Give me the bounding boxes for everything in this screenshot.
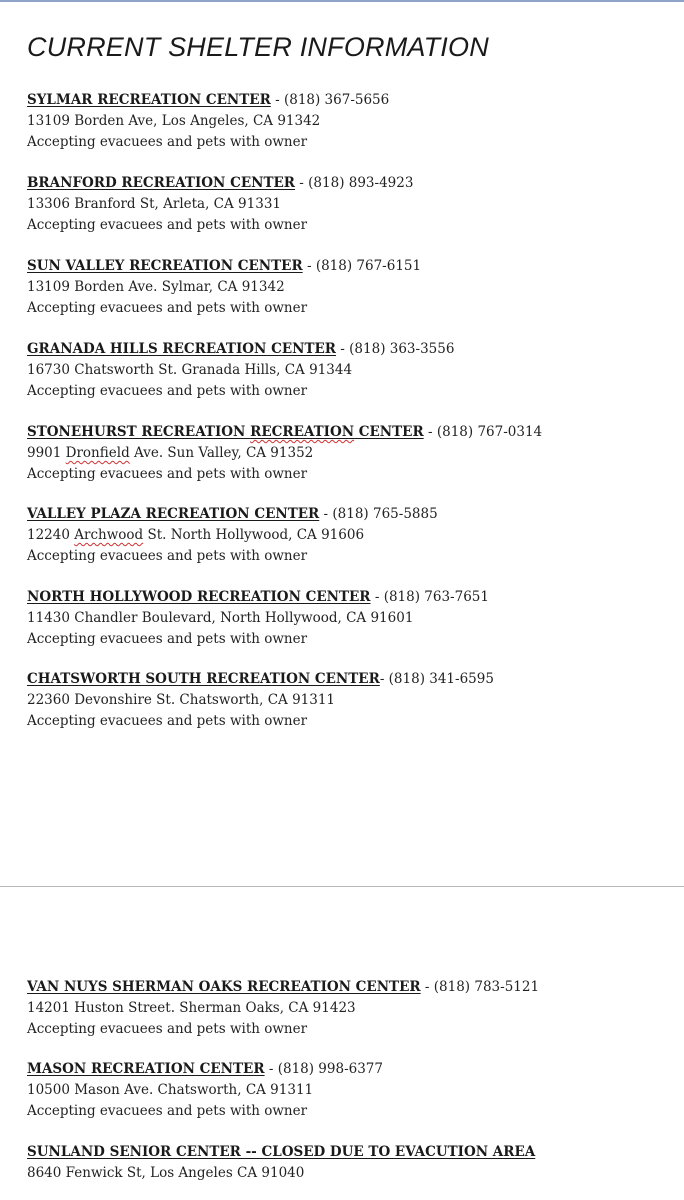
shelter-phone: - (818) 363-3556 (336, 341, 455, 357)
shelter-header (27, 173, 667, 194)
shelter-status: Accepting evacuees and pets with owner (27, 466, 308, 482)
shelter-status: Accepting evacuees and pets with owner (27, 631, 308, 647)
shelter-header (27, 339, 667, 360)
shelter-header (27, 422, 667, 443)
shelter-header (27, 1142, 667, 1163)
shelter-name: BRANFORD RECREATION CENTER (27, 175, 296, 191)
shelter-status: Accepting evacuees and pets with owner (27, 217, 308, 233)
shelter-entry (27, 587, 667, 650)
shelter-entry (27, 173, 667, 236)
spellcheck-flagged-word: Archwood (74, 527, 144, 543)
shelter-phone: - (818) 893-4923 (295, 175, 414, 191)
shelter-entry (27, 90, 667, 153)
shelter-header (27, 587, 667, 608)
page-break-divider (0, 886, 684, 887)
shelter-status: Accepting evacuees and pets with owner (27, 1103, 308, 1119)
shelter-name: GRANADA HILLS RECREATION CENTER (27, 341, 337, 357)
shelter-entry (27, 504, 667, 567)
shelter-address: 10500 Mason Ave. Chatsworth, CA 91311 (27, 1082, 314, 1098)
shelter-phone: - (818) 341-6595 (379, 671, 494, 687)
shelter-phone: - (818) 767-0314 (423, 424, 543, 440)
shelter-name: VAN NUYS SHERMAN OAKS RECREATION CENTER (27, 979, 421, 995)
shelter-entry (27, 339, 667, 402)
shelter-phone: - (818) 367-5656 (270, 92, 390, 108)
shelter-status: Accepting evacuees and pets with owner (27, 548, 308, 564)
shelter-phone: - (818) 767-6151 (302, 258, 422, 274)
shelter-name-part: CENTER (354, 424, 424, 440)
address-part: Ave. Sun Valley, CA 91352 (129, 445, 314, 461)
shelter-name: SUN VALLEY RECREATION CENTER (27, 258, 303, 274)
spellcheck-flagged-word: RECREATION (250, 424, 355, 440)
shelter-name: MASON RECREATION CENTER (27, 1061, 265, 1077)
shelter-name: VALLEY PLAZA RECREATION CENTER (27, 506, 320, 522)
address-part: St. North Hollywood, CA 91606 (143, 527, 365, 543)
shelter-name (27, 424, 424, 440)
shelter-phone: - (818) 783-5121 (420, 979, 540, 995)
shelter-status: Accepting evacuees and pets with owner (27, 383, 308, 399)
shelter-header (27, 504, 667, 525)
shelter-entry (27, 1059, 667, 1122)
shelter-entry (27, 422, 667, 485)
shelter-address (27, 525, 667, 546)
address-part: 9901 (27, 445, 66, 461)
spellcheck-flagged-word: Dronfield (65, 445, 130, 461)
shelter-name: CHATSWORTH SOUTH RECREATION CENTER (27, 671, 380, 687)
shelter-phone: - (818) 765-5885 (319, 506, 438, 522)
shelter-entry (27, 256, 667, 319)
shelter-header (27, 1059, 667, 1080)
shelter-status: Accepting evacuees and pets with owner (27, 713, 308, 729)
shelter-address: 11430 Chandler Boulevard, North Hollywood, CA 91601 (27, 610, 414, 626)
shelter-header (27, 256, 667, 277)
shelter-entry (27, 669, 667, 732)
shelter-address: 8640 Fenwick St, Los Angeles CA 91040 (27, 1165, 305, 1181)
shelter-address: 16730 Chatsworth St. Granada Hills, CA 91344 (27, 362, 353, 378)
shelter-header (27, 90, 667, 111)
shelter-status: Accepting evacuees and pets with owner (27, 1021, 308, 1037)
shelter-name: NORTH HOLLYWOOD RECREATION CENTER (27, 589, 371, 605)
shelter-status: Accepting evacuees and pets with owner (27, 134, 308, 150)
shelter-header (27, 977, 667, 998)
shelter-entry (27, 977, 667, 1040)
shelter-phone: - (818) 998-6377 (264, 1061, 383, 1077)
page-top-border (0, 0, 684, 2)
shelter-name: SUNLAND SENIOR CENTER -- CLOSED DUE TO EVACUTION AREA (27, 1144, 536, 1160)
shelter-address: 22360 Devonshire St. Chatsworth, CA 91311 (27, 692, 336, 708)
shelter-address: 13109 Borden Ave. Sylmar, CA 91342 (27, 279, 285, 295)
shelter-header (27, 669, 667, 690)
shelter-address: 13306 Branford St, Arleta, CA 91331 (27, 196, 282, 212)
shelter-phone: - (818) 763-7651 (370, 589, 489, 605)
shelter-address: 13109 Borden Ave, Los Angeles, CA 91342 (27, 113, 321, 129)
shelter-name-part: STONEHURST RECREATION (27, 424, 251, 440)
page-title: CURRENT SHELTER INFORMATION (27, 32, 489, 62)
shelter-name: SYLMAR RECREATION CENTER (27, 92, 271, 108)
shelter-entry (27, 1142, 667, 1184)
shelter-address: 14201 Huston Street. Sherman Oaks, CA 91423 (27, 1000, 356, 1016)
address-part: 12240 (27, 527, 75, 543)
shelter-status: Accepting evacuees and pets with owner (27, 300, 308, 316)
shelter-address (27, 443, 667, 464)
